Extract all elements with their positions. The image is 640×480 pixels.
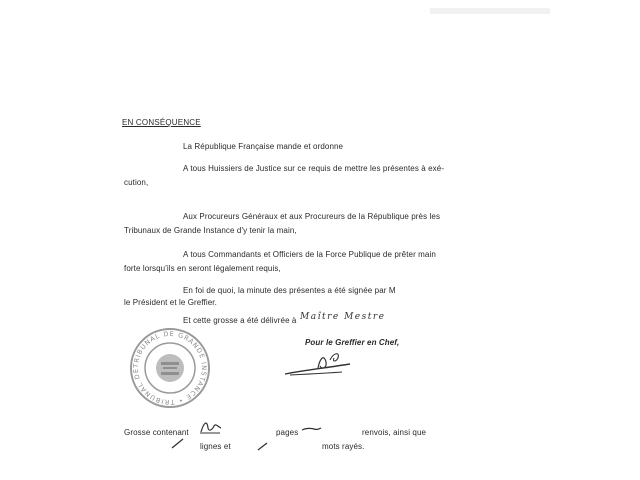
signature-scribble xyxy=(280,348,370,378)
handwritten-renvois-count xyxy=(300,424,322,434)
paragraph-huissiers-line1: A tous Huissiers de Justice sur ce requis de mettre les présentes à exé- xyxy=(183,164,445,173)
scan-artifact xyxy=(430,8,550,14)
footer-pages: pages xyxy=(276,428,299,437)
seal-ring-text: TRIBUNAL DE GRANDE INSTANCE • TRIBUNAL DE GRANDE INSTANCE xyxy=(124,320,209,407)
paragraph-procureurs-line1: Aux Procureurs Généraux et aux Procureurs de la République près les xyxy=(183,212,441,221)
heading-en-consequence: EN CONSÉQUENCE xyxy=(122,118,201,127)
paragraph-huissiers-line2: cution, xyxy=(124,178,149,187)
footer-lignes-et: lignes et xyxy=(200,442,231,451)
footer-renvois: renvois, ainsi que xyxy=(362,428,427,437)
handwritten-words-dash xyxy=(256,440,270,452)
handwritten-page-count xyxy=(198,418,224,436)
handwritten-recipient: Maître Mestre xyxy=(300,312,386,322)
court-seal-icon xyxy=(124,320,212,410)
footer-grosse-contenant: Grosse contenant xyxy=(124,428,189,437)
paragraph-procureurs-line2-visible: Tribunaux de Grande Instance d'y tenir la main, xyxy=(124,226,297,235)
paragraph-commandants-line1: A tous Commandants et Officiers de la Force Publique de prêter main xyxy=(183,250,436,259)
paragraph-en-foi-line2: le Président et le Greffier. xyxy=(124,298,217,307)
paragraph-commandants-line2: forte lorsqu'ils en seront légalement requis, xyxy=(124,264,281,273)
paragraph-en-foi-line1: En foi de quoi, la minute des présentes a été signée par M xyxy=(183,286,396,295)
seal-emblem xyxy=(156,354,184,382)
delivery-line: Et cette grosse a été délivrée à xyxy=(183,316,297,325)
handwritten-line-dash xyxy=(170,436,186,450)
footer-mots-rayes: mots rayés. xyxy=(322,442,365,451)
signature-caption: Pour le Greffier en Chef, xyxy=(305,338,400,347)
mandate-line: La République Française mande et ordonne xyxy=(183,142,344,151)
